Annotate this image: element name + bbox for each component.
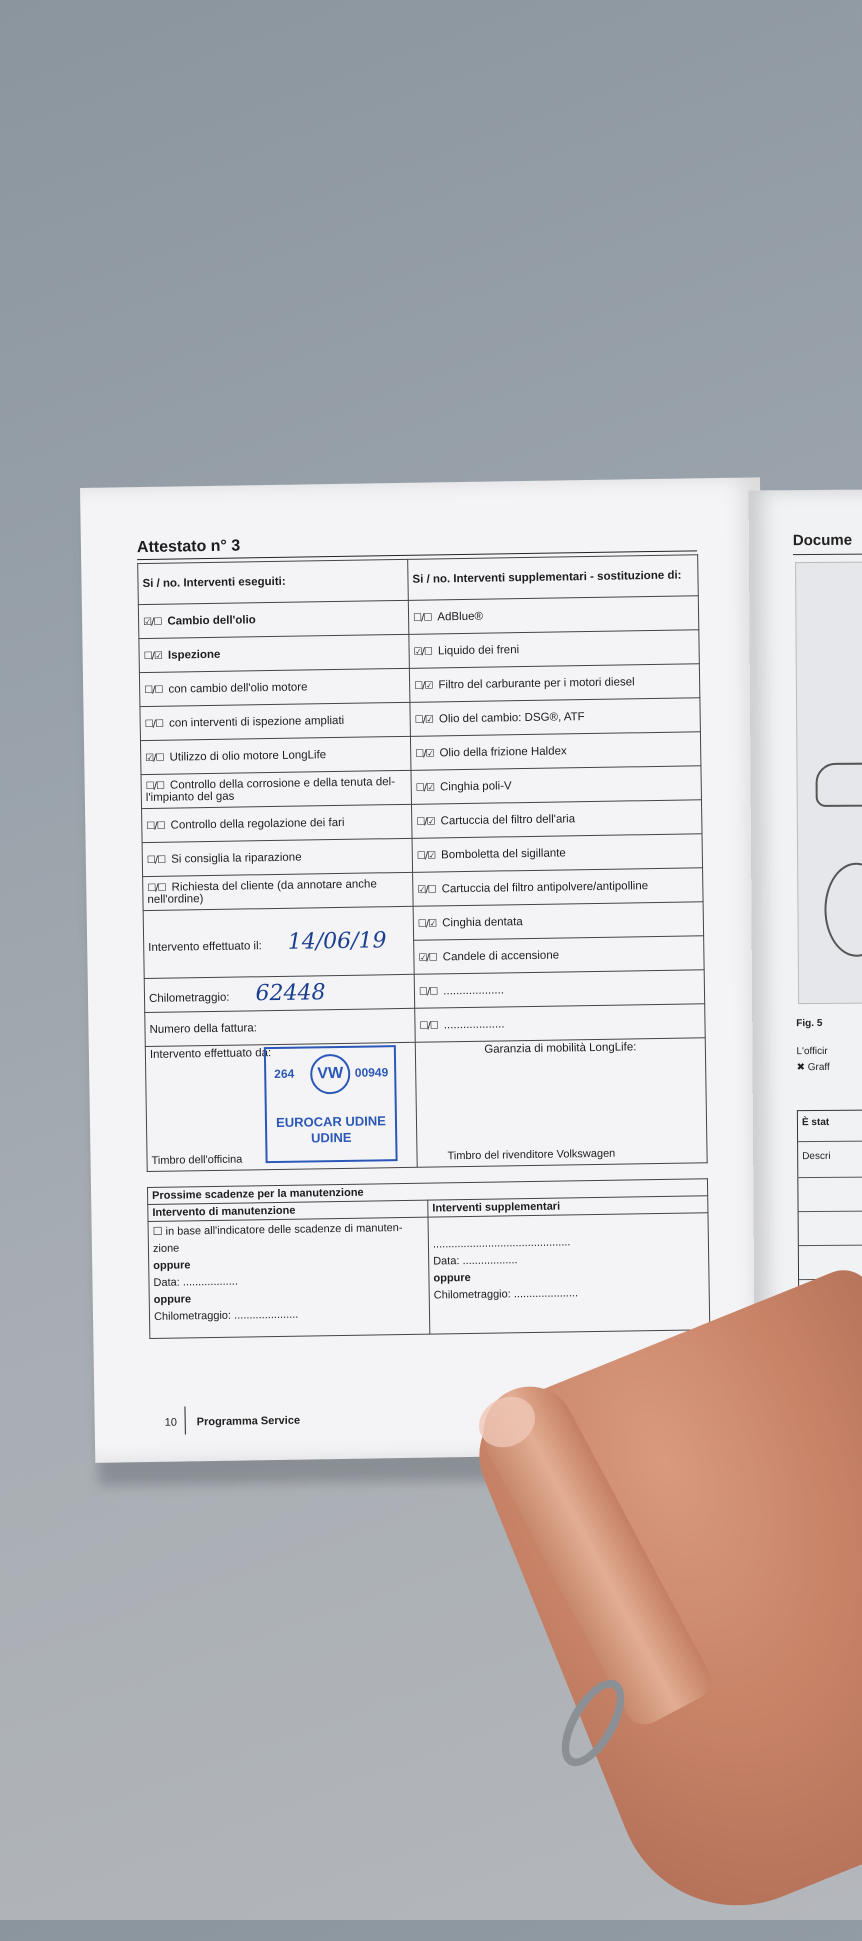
checkbox-pair: ☐/☑ bbox=[414, 679, 433, 692]
mileage-line: Chilometraggio: ..................... bbox=[153, 1308, 299, 1323]
table-rule bbox=[799, 1210, 862, 1212]
handwritten-date: 14/06/19 bbox=[287, 928, 387, 955]
table-row bbox=[145, 1038, 707, 1172]
right-column-header: Si / no. Interventi supplementari - sostituzione di: bbox=[408, 555, 699, 601]
footer-title: Programma Service bbox=[196, 1414, 301, 1429]
figure-illustration bbox=[795, 561, 862, 1004]
row-label: con interventi di ispezione ampliati bbox=[168, 714, 345, 730]
checkbox-pair: ☐/☑ bbox=[417, 917, 437, 930]
title-rule bbox=[793, 553, 862, 555]
row-label: Cartuccia del filtro dell'aria bbox=[440, 812, 576, 827]
stamp-city: UDINE bbox=[310, 1129, 352, 1146]
checkbox-pair: ☐/☑ bbox=[415, 781, 435, 794]
page-number: 10 bbox=[164, 1416, 178, 1429]
figure-caption: Fig. 5 bbox=[796, 1017, 823, 1030]
next-maintenance-table bbox=[147, 1178, 710, 1339]
stamp-dealer-name: EUROCAR UDINE bbox=[275, 1113, 386, 1130]
row-label: Bomboletta del sigillante bbox=[441, 846, 566, 861]
row-label: Cartuccia del filtro antipolvere/antipolline bbox=[441, 879, 649, 895]
workshop-stamp-cell bbox=[145, 1042, 417, 1171]
checkbox-pair: ☑/☐ bbox=[418, 951, 437, 964]
checkbox-pair: ☐/☑ bbox=[416, 815, 435, 828]
table-rule bbox=[799, 1244, 862, 1246]
supplementary-col-header: Interventi supplementari bbox=[428, 1196, 708, 1217]
checkbox-pair: ☐/☑ bbox=[416, 849, 436, 862]
table-subheader: Descri bbox=[802, 1150, 831, 1163]
or-label: oppure bbox=[153, 1259, 191, 1272]
wheel-outline-icon bbox=[824, 863, 862, 957]
mobility-guarantee-label: Garanzia di mobilità LongLife: bbox=[484, 1041, 637, 1056]
row-label: Olio del cambio: DSG®, ATF bbox=[438, 710, 585, 725]
page-title: Attestato n° 3 bbox=[136, 537, 241, 557]
blank-line: ................... bbox=[443, 983, 505, 997]
row-label: Liquido dei freni bbox=[437, 643, 520, 657]
right-page-text: L'officir bbox=[796, 1045, 828, 1058]
row-label: Controllo della regolazione dei fari bbox=[170, 816, 345, 832]
service-table bbox=[137, 554, 707, 1172]
checkbox-pair: ☐/☐ bbox=[146, 820, 165, 832]
workshop-stamp-label: Timbro dell'officina bbox=[151, 1153, 243, 1167]
checkbox-pair: ☐/☐ bbox=[146, 854, 166, 866]
invoice-label: Numero della fattura: bbox=[149, 1021, 257, 1036]
row-label: Olio della frizione Haldex bbox=[439, 744, 567, 759]
stamp-number-left: 264 bbox=[274, 1066, 295, 1082]
dealer-stamp-cell bbox=[415, 1038, 707, 1168]
or-label: oppure bbox=[433, 1271, 471, 1285]
handwritten-mileage: 62448 bbox=[255, 980, 326, 1007]
mileage-line: Chilometraggio: ..................... bbox=[433, 1287, 579, 1302]
indicator-option: ☐ in base all'indicatore delle scadenze di manuten-zione bbox=[152, 1222, 403, 1255]
checkbox-pair: ☐/☑ bbox=[143, 650, 163, 662]
checkbox-pair: ☑/☐ bbox=[413, 645, 433, 658]
mileage-label: Chilometraggio: bbox=[148, 991, 230, 1005]
row-label: Cambio dell'olio bbox=[167, 613, 256, 628]
date-line: Data: .................. bbox=[153, 1275, 238, 1289]
left-column-header: Si / no. Interventi eseguiti: bbox=[138, 559, 409, 604]
row-label: Si consiglia la riparazione bbox=[171, 851, 302, 866]
checkbox-pair: ☐/☑ bbox=[414, 713, 434, 726]
right-page-text: ✖ Graff bbox=[796, 1061, 830, 1074]
checkbox-pair: ☐/☐ bbox=[145, 780, 165, 792]
date-line: Data: .................. bbox=[433, 1254, 518, 1268]
next-maintenance-header: Prossime scadenze per la manutenzione bbox=[147, 1179, 707, 1205]
row-label: AdBlue® bbox=[437, 610, 484, 623]
checkbox-pair: ☐/☐ bbox=[144, 718, 164, 730]
checkbox-pair: ☑/☐ bbox=[143, 616, 162, 628]
stamp-number-right: 00949 bbox=[354, 1065, 389, 1080]
row-label: Filtro del carburante per i motori diesel bbox=[438, 675, 635, 691]
checkbox-pair: ☐/☐ bbox=[418, 985, 438, 998]
checkbox-pair: ☐/☐ bbox=[419, 1019, 438, 1032]
vw-logo-icon: VW bbox=[310, 1054, 351, 1095]
row-label: Utilizzo di olio motore LongLife bbox=[169, 748, 327, 764]
row-label: Controllo della corrosione e della tenuta del-l'impianto del gas bbox=[145, 775, 396, 804]
booklet-left-page bbox=[80, 477, 775, 1463]
row-label: Cinghia dentata bbox=[442, 915, 523, 929]
car-outline-icon bbox=[815, 763, 862, 807]
right-page-title: Docume bbox=[792, 531, 853, 550]
dealer-stamp bbox=[264, 1045, 398, 1163]
row-label: Richiesta del cliente (da annotare anche nell'ordine) bbox=[147, 877, 377, 906]
or-label: oppure bbox=[153, 1293, 192, 1306]
row-label: Ispezione bbox=[167, 648, 221, 662]
row-label: con cambio dell'olio motore bbox=[168, 680, 308, 696]
checkbox-pair: ☐/☐ bbox=[412, 611, 432, 624]
maintenance-col-body bbox=[148, 1217, 430, 1338]
maintenance-col-header: Intervento di manutenzione bbox=[148, 1200, 428, 1221]
checkbox-pair: ☑/☐ bbox=[145, 752, 164, 764]
supplementary-col-body bbox=[428, 1213, 710, 1334]
blank-line: ............................................. bbox=[432, 1236, 571, 1251]
blank-line: ................... bbox=[443, 1017, 505, 1031]
footer-divider bbox=[184, 1406, 185, 1434]
table-rule bbox=[798, 1140, 862, 1142]
row-label: Cinghia poli-V bbox=[439, 779, 512, 793]
checkbox-pair: ☐/☐ bbox=[147, 882, 166, 894]
checkbox-pair: ☑/☐ bbox=[417, 883, 436, 896]
checkbox-pair: ☐/☑ bbox=[415, 747, 434, 760]
row-label: Candele di accensione bbox=[442, 949, 560, 963]
checkbox-pair: ☐/☐ bbox=[144, 684, 163, 696]
effettuato-da-label: Intervento effettuato da: bbox=[149, 1047, 272, 1061]
dealer-stamp-label: Timbro del rivenditore Volkswagen bbox=[447, 1147, 616, 1163]
table-header: È stat bbox=[801, 1116, 830, 1129]
intervento-date-label: Intervento effettuato il: bbox=[148, 940, 262, 954]
table-rule bbox=[798, 1176, 862, 1178]
